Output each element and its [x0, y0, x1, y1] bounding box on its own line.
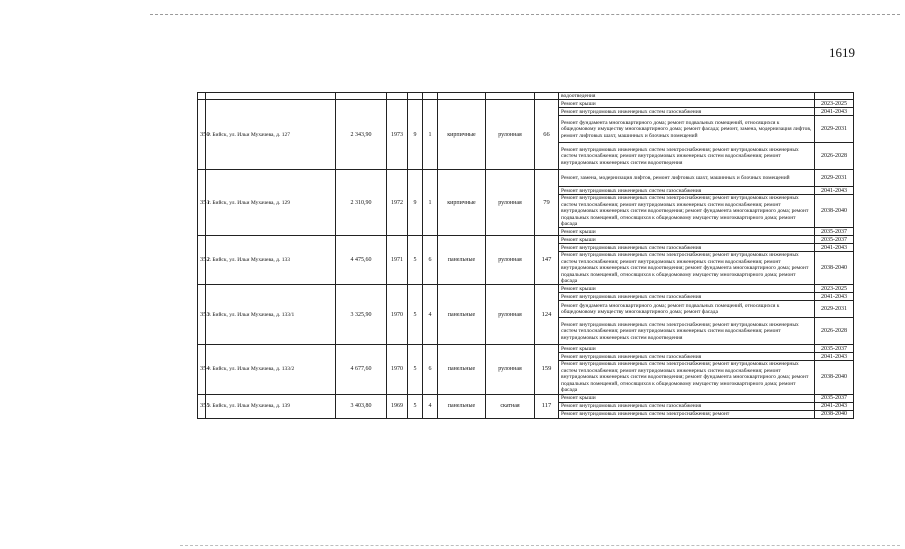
- building-number: 350: [198, 100, 206, 170]
- building-floors: 5: [408, 285, 423, 345]
- period-cell: 2038-2040: [815, 195, 854, 228]
- building-year: 1971: [387, 236, 408, 285]
- table-row: [198, 170, 854, 187]
- work-cell: Ремонт внутридомовых инженерных систем газоснабжения: [559, 187, 815, 195]
- building-floors: 5: [408, 345, 423, 394]
- building-area: 2 310,90: [336, 170, 387, 236]
- table-row: [198, 285, 854, 293]
- building-residents: 159: [535, 345, 559, 394]
- period-cell: 2026-2028: [815, 143, 854, 170]
- table-row: [198, 236, 854, 244]
- work-cell: Ремонт внутридомовых инженерных систем электроснабжения; ремонт внутридомовых инженерных систем теплоснабжения; ремонт внутридомовых инженерных систем водоснабжения; ремонт внутридомовых инженерных систем водоотведения: [559, 143, 815, 170]
- building-entrances: 1: [423, 100, 438, 170]
- building-residents: 124: [535, 285, 559, 345]
- table-row: [198, 100, 854, 108]
- building-area: 3 325,90: [336, 285, 387, 345]
- scan-bottom-edge: [180, 545, 900, 546]
- building-year: 1973: [387, 100, 408, 170]
- work-cell: Ремонт внутридомовых инженерных систем газоснабжения: [559, 108, 815, 116]
- table-row-continuation: [198, 93, 854, 100]
- work-cell: Ремонт крыши: [559, 394, 815, 402]
- building-address: г. Бийск, ул. Ильи Мухачева, д. 129: [206, 170, 336, 236]
- page-number: 1619: [829, 45, 855, 60]
- period-cell: 2041-2043: [815, 108, 854, 116]
- building-floors: 9: [408, 100, 423, 170]
- building-year: 1970: [387, 345, 408, 394]
- work-cell: Ремонт внутридомовых инженерных систем электроснабжения; ремонт внутридомовых инженерных систем теплоснабжения; ремонт внутридомовых инженерных систем водоснабжения; ремонт внутридомовых инженерных систем водоотведения; ремонт фундамента многоквартирного дома; ремонт подвальных помещений, относящихся к общедомовому имуществу многоквартирного дома; ремонт фасада: [559, 195, 815, 228]
- building-address: г. Бийск, ул. Ильи Мухачева, д. 133/1: [206, 285, 336, 345]
- work-cell: Ремонт внутридомовых инженерных систем газоснабжения: [559, 353, 815, 361]
- period-cell: 2038-2040: [815, 410, 854, 418]
- scan-top-edge: [150, 14, 900, 15]
- building-entrances: 6: [423, 345, 438, 394]
- building-roof: рулонная: [486, 236, 535, 285]
- work-cell: Ремонт внутридомовых инженерных систем электроснабжения; ремонт внутридомовых инженерных систем теплоснабжения; ремонт внутридомовых инженерных систем водоснабжения; ремонт внутридомовых инженерных систем водоотведения; ремонт фундамента многоквартирного дома; ремонт подвальных помещений, относящихся к общедомовому имуществу многоквартирного дома; ремонт фасада: [559, 252, 815, 285]
- building-floors: 5: [408, 394, 423, 418]
- building-year: 1972: [387, 170, 408, 236]
- building-floors: 5: [408, 236, 423, 285]
- work-cell: Ремонт, замена, модернизация лифтов, ремонт лифтовых шахт, машинных и блочных помещений: [559, 170, 815, 187]
- work-cell: Ремонт внутридомовых инженерных систем электроснабжения; ремонт внутридомовых инженерных систем теплоснабжения; ремонт внутридомовых инженерных систем водоснабжения; ремонт внутридомовых инженерных систем водоотведения; ремонт фундамента многоквартирного дома; ремонт подвальных помещений, относящихся к общедомовому имуществу многоквартирного дома; ремонт фасада: [559, 361, 815, 394]
- work-cell: Ремонт крыши: [559, 228, 815, 236]
- empty-cell: [408, 93, 423, 100]
- empty-cell: [486, 93, 535, 100]
- empty-cell: [198, 93, 206, 100]
- period-cell: 2029-2031: [815, 170, 854, 187]
- period-cell: 2038-2040: [815, 252, 854, 285]
- period-cell: 2029-2031: [815, 116, 854, 143]
- building-area: 4 475,60: [336, 236, 387, 285]
- building-number: 351: [198, 170, 206, 236]
- work-cell: Ремонт фундамента многоквартирного дома; ремонт подвальных помещений, относящихся к общедомовому имуществу многоквартирного дома; ремонт фасада: [559, 301, 815, 318]
- building-year: 1969: [387, 394, 408, 418]
- building-residents: 66: [535, 100, 559, 170]
- building-roof: скатная: [486, 394, 535, 418]
- period-cell: 2041-2043: [815, 293, 854, 301]
- building-roof: рулонная: [486, 345, 535, 394]
- period-cell: 2035-2037: [815, 345, 854, 353]
- period-cell: 2041-2043: [815, 244, 854, 252]
- period-cell: 2023-2025: [815, 285, 854, 293]
- period-cell: 2023-2025: [815, 100, 854, 108]
- building-area: 3 403,80: [336, 394, 387, 418]
- work-cell: водоотведения: [559, 93, 815, 100]
- period-cell: 2041-2043: [815, 353, 854, 361]
- building-residents: 117: [535, 394, 559, 418]
- building-address: г. Бийск, ул. Ильи Мухачева, д. 133/2: [206, 345, 336, 394]
- building-address: г. Бийск, ул. Ильи Мухачева, д. 139: [206, 394, 336, 418]
- work-cell: Ремонт внутридомовых инженерных систем электроснабжения; ремонт внутридомовых инженерных систем теплоснабжения; ремонт внутридомовых инженерных систем водоснабжения; ремонт внутридомовых инженерных систем водоотведения: [559, 318, 815, 345]
- period-cell: 2029-2031: [815, 301, 854, 318]
- building-number: 355: [198, 394, 206, 418]
- empty-cell: [535, 93, 559, 100]
- building-walls: панельные: [438, 285, 486, 345]
- work-cell: Ремонт крыши: [559, 345, 815, 353]
- empty-cell: [387, 93, 408, 100]
- building-number: 353: [198, 285, 206, 345]
- building-roof: рулонная: [486, 285, 535, 345]
- empty-cell: [423, 93, 438, 100]
- empty-cell: [438, 93, 486, 100]
- building-entrances: 6: [423, 236, 438, 285]
- work-cell: Ремонт внутридомовых инженерных систем газоснабжения: [559, 402, 815, 410]
- table-row: [198, 345, 854, 353]
- period-cell: 2038-2040: [815, 361, 854, 394]
- building-roof: рулонная: [486, 100, 535, 170]
- work-cell: Ремонт фундамента многоквартирного дома; ремонт подвальных помещений, относящихся к общедомовому имуществу многоквартирного дома; ремонт фасада; ремонт, замена, модернизация лифтов, ремонт лифтовых шахт, машинных и блочных помещений: [559, 116, 815, 143]
- building-number: 354: [198, 345, 206, 394]
- period-cell: 2026-2028: [815, 318, 854, 345]
- building-address: г. Бийск, ул. Ильи Мухачева, д. 127: [206, 100, 336, 170]
- repair-schedule-table: [197, 92, 854, 419]
- building-walls: панельные: [438, 345, 486, 394]
- period-cell: [815, 93, 854, 100]
- period-cell: 2035-2037: [815, 236, 854, 244]
- work-cell: Ремонт крыши: [559, 285, 815, 293]
- building-entrances: 4: [423, 285, 438, 345]
- empty-cell: [206, 93, 336, 100]
- building-area: 2 343,90: [336, 100, 387, 170]
- building-entrances: 1: [423, 170, 438, 236]
- building-year: 1970: [387, 285, 408, 345]
- building-address: г. Бийск, ул. Ильи Мухачева, д. 133: [206, 236, 336, 285]
- period-cell: 2041-2043: [815, 402, 854, 410]
- building-area: 4 677,60: [336, 345, 387, 394]
- building-entrances: 4: [423, 394, 438, 418]
- period-cell: 2041-2043: [815, 187, 854, 195]
- building-number: 352: [198, 236, 206, 285]
- work-cell: Ремонт внутридомовых инженерных систем электроснабжения; ремонт: [559, 410, 815, 418]
- building-walls: кирпичные: [438, 170, 486, 236]
- empty-cell: [336, 93, 387, 100]
- building-residents: 147: [535, 236, 559, 285]
- building-walls: панельные: [438, 236, 486, 285]
- period-cell: 2035-2037: [815, 228, 854, 236]
- building-residents: 79: [535, 170, 559, 236]
- table-row: [198, 394, 854, 402]
- building-roof: рулонная: [486, 170, 535, 236]
- work-cell: Ремонт внутридомовых инженерных систем газоснабжения: [559, 293, 815, 301]
- work-cell: Ремонт внутридомовых инженерных систем газоснабжения: [559, 244, 815, 252]
- building-walls: панельные: [438, 394, 486, 418]
- building-walls: кирпичные: [438, 100, 486, 170]
- period-cell: 2035-2037: [815, 394, 854, 402]
- table-body: [198, 93, 854, 419]
- work-cell: Ремонт крыши: [559, 100, 815, 108]
- building-floors: 9: [408, 170, 423, 236]
- work-cell: Ремонт крыши: [559, 236, 815, 244]
